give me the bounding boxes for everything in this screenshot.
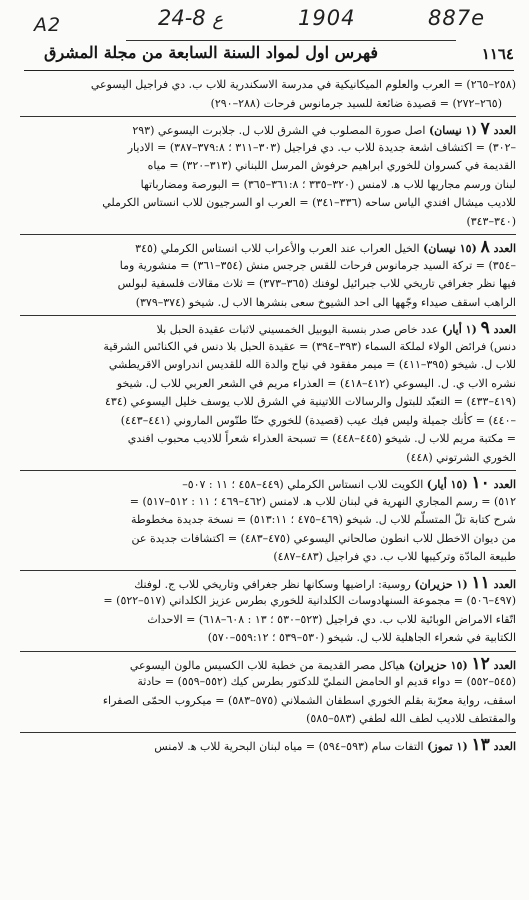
handwritten-mark: ع <box>212 9 224 30</box>
issue-line: الراهب اسقف صيداء وجّهها الى احد الشيوخ سعى بنشرها الاب ل. شيخو (٣٧٤–٣٧٩) <box>135 295 516 309</box>
issue-line: والمقتطف للاديب لطف الله لطفي (٥٨٣–٥٨٥) <box>306 712 516 725</box>
issue-text: عدد خاص صدر بنسبة اليوبيل الخمسيني لاثبات عقيدة الحبل بلا <box>156 323 439 336</box>
handwritten-year: 1904 <box>298 6 356 30</box>
issue-line: (٤١٩–٤٣٣) = التعبّد للبتول والرسالات اللاتينية في الشرق للاب يوسف خليل اليسوعي (٤٣٤ <box>105 395 516 408</box>
issue-line: (٥٤٥–٥٥٢) = دواء قديم او الحامض النمليّ للدكتور بطرس كيك (٥٥٢–٥٥٩) = حادثة <box>137 675 516 688</box>
issue-line: اسقف، رواية معرّبة بقلم الخوري اسطفان الشملاني (٥٧٥–٥٨٣) = ميكروب الحمّى الصفراء <box>102 693 516 707</box>
issue-date: (١٥ أيار) <box>426 478 468 491</box>
issue-date: (١ تموز) <box>427 739 468 753</box>
issue-line: شرح كتابة تلّ المتسلّم للاب ل. شيخو (٤٦٩–٤٧٥ ؛ ٥١٣:١١) = نسخة جديدة مخطوطة <box>131 513 516 526</box>
issue-line: للاديب ميشال افندي الياس ساحه (٣٣٦–٣٤١) = العرب او السرجيون للاب انستاس الكرملي <box>102 196 516 209</box>
section-divider <box>20 470 516 471</box>
issue-line <box>20 574 516 593</box>
issue-heading <box>441 319 516 338</box>
issue-number: ١٣ <box>471 735 490 754</box>
handwritten-date <box>158 6 223 30</box>
issue-line: (٣٤٠–٣٤٣) <box>466 214 516 228</box>
issue-prefix: العدد <box>493 242 516 255</box>
issue-line <box>20 474 516 493</box>
issue-prefix: العدد <box>493 124 516 137</box>
issue-line: اتّقاء الامراض الوبائية للاب ب. دي فراجيل (٥٢٣–٥٣٠ ؛ ١٣ : ٦٠٨–٦١٨) = الاحداث <box>147 612 516 626</box>
issue-entry <box>20 474 516 567</box>
issue-line: الخوري الشرتوني (٤٤٨) <box>406 450 516 464</box>
issue-heading <box>426 474 516 493</box>
issue-line: فيها نظر جغرافي تاريخي للاب جبرائيل لوفنك (٣٦٥–٣٧٣) = ثلاث مقالات فلسفية لبولس <box>117 277 516 290</box>
issue-line <box>20 238 516 257</box>
section-divider <box>20 116 516 117</box>
issue-text: هياكل مصر القديمة من خطبة للاب الكسيس مالون اليسوعي <box>129 658 405 672</box>
section-divider <box>20 651 516 652</box>
issue-prefix: العدد <box>493 478 516 491</box>
issue-entry <box>20 736 516 755</box>
issue-line <box>20 120 516 139</box>
issue-number: ٩ <box>480 319 490 338</box>
intro-line: (٢٦٥–٢٧٢) = قصيدة ضائعة للسيد جرمانوس فرحات (٢٨٨–٢٩٠) <box>210 96 502 110</box>
issue-line: من ديوان الاخطل للاب انطون صالحاني اليسوعي (٤٧٥–٤٨٣) = اكتشافات جديدة عن <box>131 531 516 545</box>
issue-heading <box>427 735 516 754</box>
section-divider <box>20 570 516 571</box>
issue-text: اصل صورة المصلوب في الشرق للاب ل. جلابرت اليسوعي (٢٩٣ <box>132 124 426 137</box>
intro-line: (٢٥٨–٢٦٥) = العرب والعلوم الميكانيكية في مدرسة الاسكندرية للاب ب. دي فراجيل اليسوعي <box>90 78 516 91</box>
issue-line: دنس) فرائض الولاء لملكة السماء (٣٩٣–٣٩٤) = عقيدة الحبل بلا دنس في الكنائس الشرقية <box>103 339 516 353</box>
issue-line: لبنان ورسم مجاريها للاب ﻫ. لامنس (٣٢٠–٣٣٥ ؛ ٣٦١:٨–٣٦٥) = البورصة ومضارباتها <box>140 177 516 191</box>
page-number: ١١٦٤ <box>481 45 514 63</box>
intro-block <box>20 76 516 113</box>
issue-heading <box>428 120 516 139</box>
issue-line <box>20 655 516 674</box>
issue-date: (١ أيار) <box>441 323 477 336</box>
issue-date: (١٥ نيسان) <box>423 242 477 255</box>
handwritten-code-left: A2 <box>34 14 62 36</box>
issue-line <box>20 319 516 338</box>
handwritten-annotations <box>0 4 529 40</box>
issue-entry <box>20 120 516 231</box>
handwritten-date-text: 24-8 <box>158 6 206 30</box>
issue-text: الخيل العراب عند العرب والأعراب للاب انستاس الكرملي (٣٤٥ <box>135 242 420 255</box>
issue-text: روسية: اراضيها وسكانها نظر جغرافي وتاريخي للاب ج. لوفنك <box>134 577 411 591</box>
issue-line <box>20 736 516 755</box>
issue-entry <box>20 238 516 312</box>
issue-line: ٥١٢) = رسم المجاري النهرية في لبنان للاب ﻫ. لامنس (٤٦٢–٤٦٩ ؛ ١١ : ٥١٢–٥١٧) = <box>129 494 516 508</box>
issue-line: الكتابية في شعراء الجاهلية للاب ل. شيخو (٥٣٠–٥٣٩ ؛ ٥٥٩:١٢–٥٧٠) <box>207 631 516 644</box>
issue-text: الكويت للاب انستاس الكرملي (٤٤٩–٤٥٨ ؛ ١١ : ٥٠٧– <box>182 478 424 491</box>
issue-line: –٣٥٤) = تركة السيد جرمانوس فرحات للقس جرجس منش (٣٥٤–٣٦١) = منشورية وما <box>119 258 516 272</box>
issue-line: طبيعة المادّة وتركيبها للاب ب. دي فراجيل (٤٨٣–٤٨٧) <box>273 550 516 563</box>
issue-prefix: العدد <box>493 577 516 591</box>
issue-line: –٤٤٠) = كأنك جميلة وليس فيك عيب (قصيدة) للخوري حنّا طنّوس الماروني (٤٤١–٤٤٣) <box>120 413 516 427</box>
page-title: فهرس اول لمواد السنة السابعة من مجلة المشرق <box>44 43 378 62</box>
section-divider <box>20 234 516 235</box>
issue-number: ١٠ <box>471 474 490 493</box>
issue-date: (١ حزيران) <box>414 577 468 591</box>
issue-number: ١٢ <box>471 654 490 673</box>
issue-heading <box>414 573 516 592</box>
handwritten-code-right: 887e <box>428 6 486 30</box>
issue-line: –٣٠٢) = اكتشاف اشعة جديدة للاب ب. دي فراجيل (٣٠٣–٣١١ ؛ ٣٧٩:٨–٣٨٧) = الاديار <box>127 140 516 154</box>
issue-line: (٤٩٧–٥٠٦) = مجموعة السنهادوسات الكلدانية للخوري بطرس عزيز الكلداني (٥١٧–٥٢٢) = <box>103 594 516 607</box>
issue-prefix: العدد <box>493 323 516 336</box>
issue-line: للاب ل. شيخو (٣٩٥–٤١١) = ميمر مفقود في نياح والدة الله للقديس اندراوس الاقريطشي <box>108 358 516 371</box>
issue-entry <box>20 655 516 729</box>
header-divider <box>24 70 514 71</box>
issue-entry <box>20 574 516 648</box>
issue-prefix: العدد <box>493 739 516 753</box>
issue-number: ٧ <box>480 120 490 139</box>
issue-number: ١١ <box>471 573 490 592</box>
issue-heading <box>408 654 516 673</box>
issue-heading <box>423 238 516 257</box>
issue-line: القديمة في كسروان للخوري ابراهيم حرفوش المرسل اللبناني (٣١٣–٣٢٠) = مياه <box>147 159 516 172</box>
issue-line: = مكتبة مريم للاب ل. شيخو (٤٤٥–٤٤٨) = تسبحة العذراء شعراً للاديب محبوب افندي <box>127 432 516 445</box>
section-divider <box>20 315 516 316</box>
issue-entry <box>20 319 516 467</box>
issue-date: (١٥ حزيران) <box>408 658 468 672</box>
issue-line: نشره الاب ي. ل. اليسوعي (٤١٢–٤١٨) = العذراء مريم في الشعر العربي للاب ل. شيخو <box>116 376 516 390</box>
issue-date: (١ نيسان) <box>428 124 477 137</box>
issue-number: ٨ <box>480 238 490 257</box>
index-content <box>20 76 516 754</box>
section-divider <box>20 732 516 733</box>
page-header <box>24 41 514 69</box>
issue-text: التفات سام (٥٩٣–٥٩٤) = مياه لبنان البحرية للاب ﻫ. لامنس <box>154 739 424 753</box>
issue-prefix: العدد <box>493 658 516 672</box>
